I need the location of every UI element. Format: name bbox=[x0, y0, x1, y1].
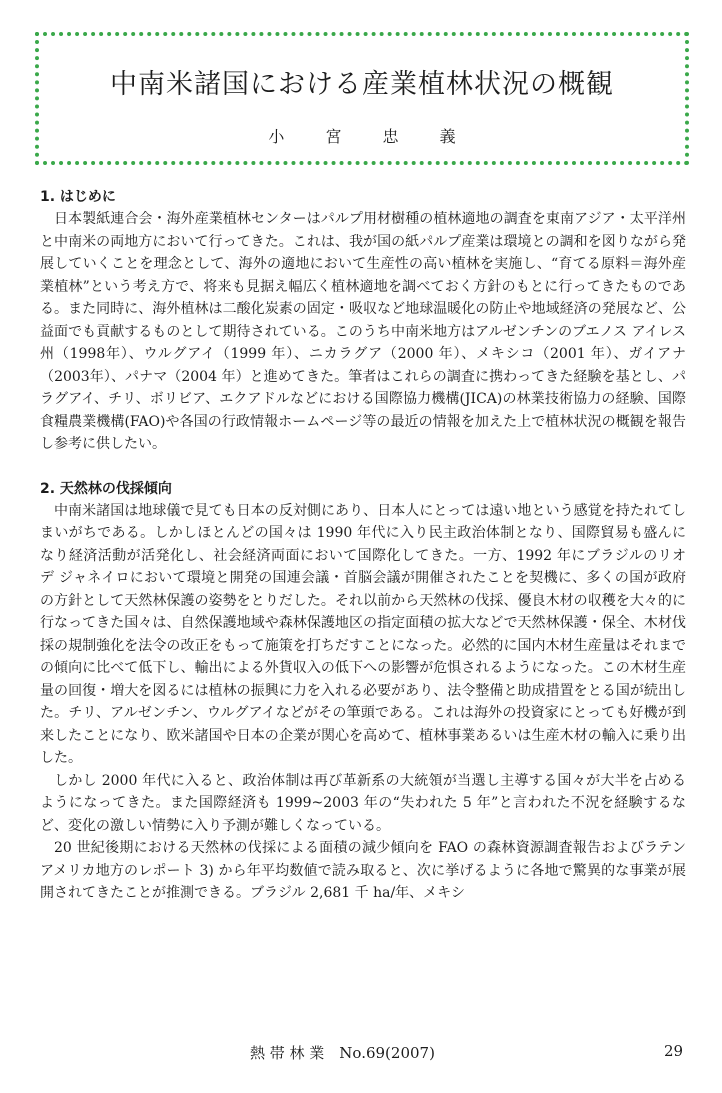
paragraph: 日本製紙連合会・海外産業植林センターはパルプ用材樹種の植林適地の調査を東南アジア・太平洋州と中南米の両地方において行ってきた。これは、我が国の紙パルプ産業は環境との調和を図りながら発展していくことを理念として、海外の適地において生産性の高い植林を実施し、“育てる原料＝海外産業植林”という考え方で、将来も見据え幅広く植林適地を調べておく方針のもとに行ってきたものである。また同時に、海外植林は二酸化炭素の固定・吸収など地球温暖化の防止や地域経済の発展など、公益面でも貢献するものとして期待されている。このうち中南米地方はアルゼンチンのブエノス アイレス州（1998年）、ウルグアイ（1999 年）、ニカラグア（2000 年）、メキシコ（2001 年）、ガイアナ（2003年）、パナマ（2004 年）と進めてきた。筆者はこれらの調査に携わってきた経験を基とし、パラグアイ、チリ、ボリビア、エクアドルなどにおける国際協力機構(JICA)の林業技術協力の経験、国際食糧農業機構(FAO)や各国の行政情報ホームページ等の最近の情報を加えた上で植林状況の概観を報告し参考に供したい。 bbox=[40, 211, 686, 452]
journal-footer: 熱 帯 林 業 No.69(2007) bbox=[250, 1044, 435, 1062]
section-heading-intro: 1. はじめに bbox=[40, 189, 116, 205]
article-body bbox=[40, 186, 686, 905]
title-box bbox=[35, 32, 689, 165]
paragraph: 中南米諸国は地球儀で見ても日本の反対側にあり、日本人にとっては遠い地という感覚を持たれてしまいがちである。しかしほとんどの国々は 1990 年代に入り民主政治体制となり、国際貿易も盛んになり経済活動が活発化し、社会経済両面において国際化してきた。一方、1992 年にブラジルのリオ デ ジャネイロにおいて環境と開発の国連会議・首脳会議が開催されたことを契機に、多くの国が政府の方針として天然林保護の姿勢をとりだした。それ以前から天然林の伐採、優良木材の収穫を大々的に行なってきた国々は、自然保護地域や森林保護地区の指定面積の拡大などで天然林保護・保全、木材伐採の規制強化を法令の改正をもって施策を打ちだすことになった。必然的に国内木材生産量はそれまでの傾向に比べて低下し、輸出による外貨収入の低下への影響が危惧されるようになった。この木材生産量の回復・増大を図るには植林の振興に力を入れる必要があり、法令整備と助成措置をとる国が続出した。チリ、アルゼンチン、ウルグアイなどがその筆頭である。これは海外の投資家にとっても好機が到来したことになり、欧米諸国や日本の企業が関心を高めて、植林事業あるいは生産木材の輸入に乗り出した。 bbox=[40, 502, 686, 766]
article-title: 中南米諸国における産業植林状況の概観 bbox=[110, 69, 614, 100]
author-name: 小 宮 忠 義 bbox=[268, 127, 474, 146]
paragraph: 20 世紀後期における天然林の伐採による面積の減少傾向を FAO の森林資源調査報告およびラテンアメリカ地方のレポート 3) から年平均数値で読み取ると、次に挙げるように各地で驚異的な事業が展開されてきたことが推測できる。ブラジル 2,681 千 ha/年、メキシ bbox=[40, 840, 686, 901]
paragraph: しかし 2000 年代に入ると、政治体制は再び革新系の大統領が当選し主導する国々が大半を占めるようになってきた。また国際経済も 1999~2003 年の“失われた 5 年”と言われた不況を経験するなど、変化の激しい情勢に入り予測が難しくなっている。 bbox=[40, 772, 686, 834]
section-heading-logging: 2. 天然林の伐採傾向 bbox=[40, 480, 172, 497]
page-number: 29 bbox=[664, 1042, 684, 1060]
